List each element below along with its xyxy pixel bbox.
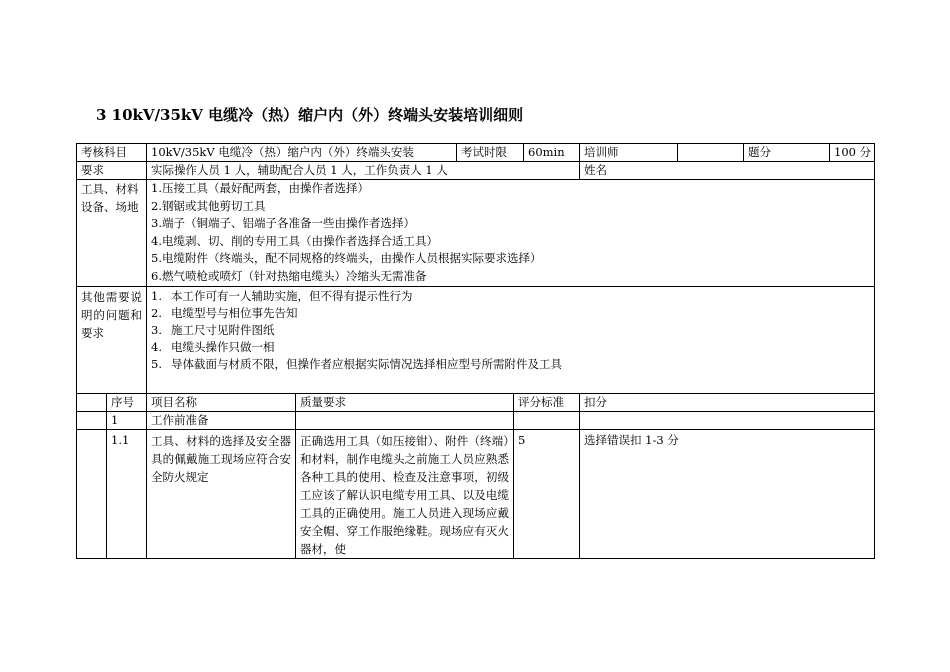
row-standard: [514, 412, 580, 430]
training-detail-table: [76, 143, 875, 559]
tools-item: 4.电缆剥、切、削的专用工具（由操作者选择合适工具）: [151, 233, 438, 248]
tools-item: 3.端子（铜端子、铝端子各准备一些由操作者选择）: [151, 216, 415, 231]
tools-row: [77, 180, 875, 287]
other-item: 1. 本工作可有一人辅助实施，但不得有提示性行为: [151, 289, 413, 303]
subject-label: 考核科目: [77, 144, 147, 162]
tools-item: 5.电缆附件（终端头，配不同规格的终端头，由操作人员根据实际要求选择）: [151, 251, 542, 266]
other-item: 5. 导体截面与材质不限，但操作者应根据实际情况选择相应型号所需附件及工具: [151, 357, 562, 371]
table-row: [77, 430, 875, 559]
tools-item: 1.压接工具（最好配两套，由操作者选择）: [151, 181, 369, 195]
other-list: [147, 287, 875, 394]
name-label: 姓名: [580, 162, 875, 180]
requirement-row: [77, 162, 875, 180]
col-header-quality: 质量要求: [296, 394, 514, 412]
row-deduct: [580, 412, 875, 430]
score-value: 100 分: [830, 144, 875, 162]
score-label: 题分: [744, 144, 830, 162]
table-row: [77, 412, 875, 430]
page-title: 3 10kV/35kV 电缆冷（热）缩户内（外）终端头安装培训细则: [96, 106, 524, 124]
row-deduct: 选择错误扣 1-3 分: [580, 430, 875, 559]
other-item: 3. 施工尺寸见附件图纸: [151, 323, 275, 337]
row-item: 工具、材料的选择及安全器具的佩戴施工现场应符合安全防火规定: [147, 430, 296, 559]
other-label: 其他需要说明的问题和要求: [77, 287, 147, 394]
row-no: 1.1: [107, 430, 147, 559]
tools-list: [147, 180, 875, 287]
time-limit-label: 考试时限: [457, 144, 524, 162]
tools-label-line1: 工具、材料: [81, 182, 139, 196]
other-requirements-row: [77, 287, 875, 394]
other-item: 4. 电缆头操作只做一相: [151, 340, 275, 354]
col-header-deduct: 扣分: [580, 394, 875, 412]
tools-label: [77, 180, 147, 287]
tools-item: 6.燃气喷枪或喷灯（针对热缩电缆头）冷缩头无需准备: [151, 268, 427, 283]
requirement-value: 实际操作人员 1 人，辅助配合人员 1 人，工作负责人 1 人: [147, 162, 580, 180]
trainer-label: 培训师: [580, 144, 678, 162]
trainer-value[interactable]: [678, 144, 744, 162]
subject-value: 10kV/35kV 电缆冷（热）缩户内（外）终端头安装: [147, 144, 457, 162]
col-header-item: 项目名称: [147, 394, 296, 412]
row-no: 1: [107, 412, 147, 430]
tools-item: 2.钢锯或其他剪切工具: [151, 198, 266, 213]
grid-header-row: [77, 394, 875, 412]
grid-spacer: [77, 412, 107, 430]
grid-spacer: [77, 394, 107, 412]
other-item: 2. 电缆型号与相位事先告知: [151, 306, 298, 320]
row-standard: 5: [514, 430, 580, 559]
col-header-no: 序号: [107, 394, 147, 412]
row-quality: 正确选用工具（如压接钳）、附件（终端）和材料，制作电缆头之前施工人员应熟悉各种工具的使用、检查及注意事项，初级工应该了解认识电缆专用工具、以及电缆工具的正确使用。施工人员进入现场应戴安全帽、穿工作服绝缘鞋。现场应有灭火器材，使: [296, 430, 514, 559]
col-header-standard: 评分标准: [514, 394, 580, 412]
requirement-label: 要求: [77, 162, 147, 180]
tools-label-line2: 设备、场地: [81, 200, 139, 214]
time-limit-value: 60min: [524, 144, 580, 162]
row-item: 工作前准备: [147, 412, 296, 430]
row-quality: [296, 412, 514, 430]
header-row: [77, 144, 875, 162]
grid-spacer: [77, 430, 107, 559]
